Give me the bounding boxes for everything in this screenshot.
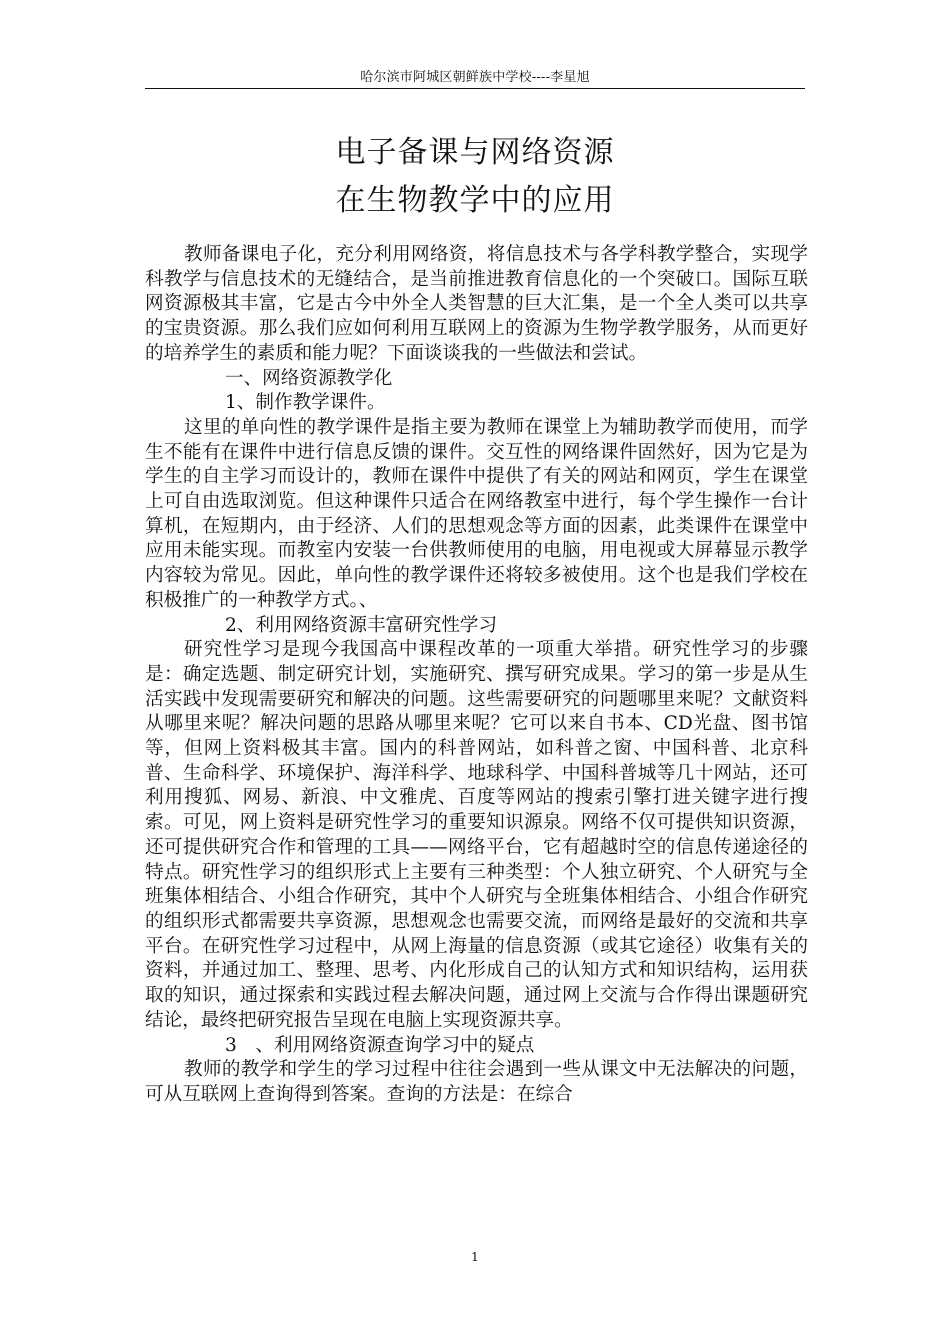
subsection-heading: 3 、利用网络资源查询学习中的疑点: [224, 1034, 535, 1056]
document-title-line-2: 在生物教学中的应用: [335, 183, 615, 218]
page-header: [145, 58, 805, 89]
document-title-line-1: 电子备课与网络资源: [335, 135, 615, 170]
subsection-heading: 2、利用网络资源丰富研究性学习: [224, 614, 498, 636]
document-body: [145, 243, 808, 1108]
paragraph: 这里的单向性的教学课件是指主要为教师在课堂上为辅助教学而使用，而学生不能有在课件中进行信息反馈的课件。交互性的网络课件固然好，因为它是为学生的自主学习而设计的，教师在课件中提供了有关的网站和网页，学生在课堂上可自由选取浏览。但这种课件只适合在网络教室中进行，每个学生操作一台计算机，在短期内，由于经济、人们的思想观念等方面的因素，此类课件在课堂中应用未能实现。而教室内安装一台供教师使用的电脑，用电视或大屏幕显示教学内容较为常见。因此，单向性的教学课件还将较多被使用。这个也是我们学校在积极推广的一种教学方式。、: [145, 416, 808, 611]
paragraph: 教师的教学和学生的学习过程中往往会遇到一些从课文中无法解决的问题，可从互联网上查询得到答案。查询的方法是：在综合: [145, 1059, 808, 1105]
section-heading: 一、网络资源教学化: [224, 367, 393, 389]
paragraph: 研究性学习是现今我国高中课程改革的一项重大举措。研究性学习的步骤是：确定选题、制定研究计划，实施研究、撰写研究成果。学习的第一步是从生活实践中发现需要研究和解决的问题。这些需要研究的问题哪里来呢？文献资料从哪里来呢？解决问题的思路从哪里来呢？它可以来自书本、CD光盘、图书馆等，但网上资料极其丰富。国内的科普网站，如科普之窗、中国科普、北京科普、生命科学、环境保护、海洋科学、地球科学、中国科普城等几十网站，还可利用搜狐、网易、新浪、中文雅虎、百度等网站的搜索引擎打进关键字进行搜索。可见，网上资料是研究性学习的重要知识源泉。网络不仅可提供知识资源，还可提供研究合作和管理的工具——网络平台，它有超越时空的信息传递途径的特点。研究性学习的组织形式上主要有三种类型：个人独立研究、个人研究与全班集体相结合、小组合作研究，其中个人研究与全班集体相结合、小组合作研究的组织形式都需要共享资源，思想观念也需要交流，而网络是最好的交流和共享平台。在研究性学习过程中，从网上海量的信息资源（或其它途径）收集有关的资料，并通过加工、整理、思考、内化形成自己的认知方式和知识结构，运用获取的知识，通过探索和实践过程去解决问题，通过网上交流与合作得出课题研究结论，最终把研究报告呈现在电脑上实现资源共享。: [145, 639, 808, 1031]
paragraph-intro: 教师备课电子化，充分利用网络资，将信息技术与各学科教学整合，实现学科教学与信息技术的无缝结合，是当前推进教育信息化的一个突破口。国际互联网资源极其丰富，它是古今中外全人类智慧的巨大汇集，是一个全人类可以共享的宝贵资源。那么我们应如何利用互联网上的资源为生物学教学服务，从而更好的培养学生的素质和能力呢？下面谈谈我的一些做法和尝试。: [145, 244, 808, 364]
subsection-heading: 1、制作教学课件。: [224, 392, 386, 414]
page-number: 1: [471, 1250, 479, 1264]
header-text: 哈尔滨市阿城区朝鲜族中学校----李星旭: [360, 70, 590, 85]
